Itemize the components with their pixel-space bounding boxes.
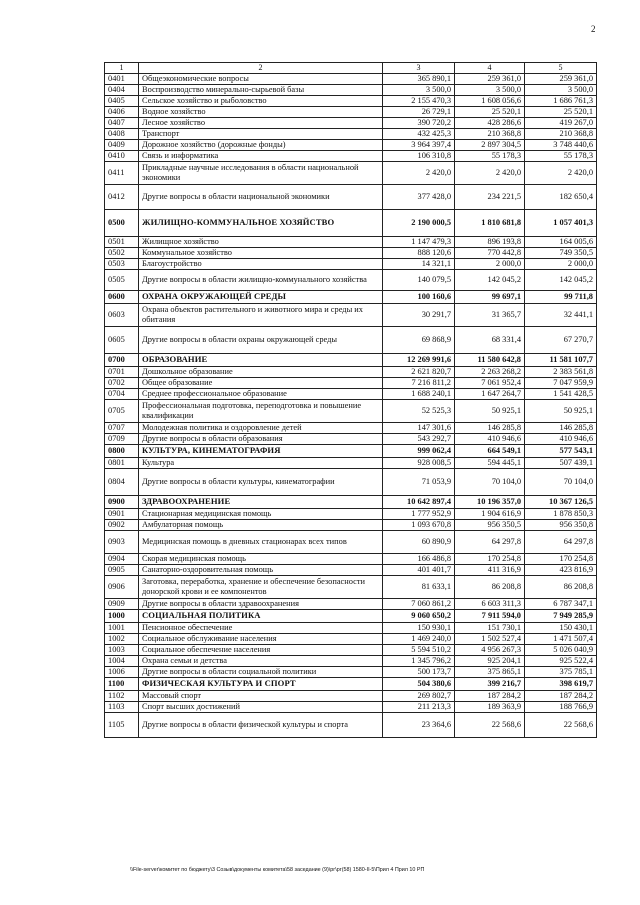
row-name-cell: Другие вопросы в области образования — [139, 433, 383, 444]
row-value-col3: 106 310,8 — [383, 150, 455, 161]
row-code-cell: 0700 — [105, 353, 139, 366]
row-value-col5: 182 650,4 — [525, 184, 597, 209]
row-value-col5: 3 500,0 — [525, 84, 597, 95]
row-value-col4: 68 331,4 — [455, 326, 525, 353]
table-row — [105, 622, 597, 633]
row-code-cell: 0902 — [105, 519, 139, 530]
row-value-col4: 50 925,1 — [455, 399, 525, 422]
row-code-cell: 1002 — [105, 633, 139, 644]
table-row — [105, 457, 597, 468]
table-section-row — [105, 444, 597, 457]
row-name-cell: Заготовка, переработка, хранение и обеспечение безопасности донорской крови и ее компонентов — [139, 575, 383, 598]
row-value-col3: 26 729,1 — [383, 106, 455, 117]
row-value-col4: 142 045,2 — [455, 269, 525, 290]
row-value-col3: 14 321,1 — [383, 258, 455, 269]
row-value-col4: 896 193,8 — [455, 236, 525, 247]
row-value-col3: 7 216 811,2 — [383, 377, 455, 388]
row-value-col3: 9 060 650,2 — [383, 609, 455, 622]
table-row — [105, 326, 597, 353]
row-name-cell: Транспорт — [139, 128, 383, 139]
row-value-col5: 577 543,1 — [525, 444, 597, 457]
table-row — [105, 399, 597, 422]
row-value-col5: 70 104,0 — [525, 468, 597, 495]
table-row — [105, 468, 597, 495]
row-code-cell: 0905 — [105, 564, 139, 575]
table-row — [105, 530, 597, 553]
table-header-row — [105, 63, 597, 74]
row-value-col4: 664 549,1 — [455, 444, 525, 457]
row-value-col4: 956 350,5 — [455, 519, 525, 530]
table-row — [105, 128, 597, 139]
row-name-cell: Медицинская помощь в дневных стационарах всех типов — [139, 530, 383, 553]
row-name-cell: Дорожное хозяйство (дорожные фонды) — [139, 139, 383, 150]
row-name-cell: ЖИЛИЩНО-КОММУНАЛЬНОЕ ХОЗЯЙСТВО — [139, 209, 383, 236]
row-code-cell: 1103 — [105, 701, 139, 712]
row-value-col4: 70 104,0 — [455, 468, 525, 495]
row-value-col5: 99 711,8 — [525, 290, 597, 303]
row-value-col4: 2 000,0 — [455, 258, 525, 269]
row-value-col3: 2 420,0 — [383, 161, 455, 184]
row-code-cell: 0409 — [105, 139, 139, 150]
row-value-col4: 1 608 056,6 — [455, 95, 525, 106]
row-code-cell: 0705 — [105, 399, 139, 422]
table-row — [105, 553, 597, 564]
row-value-col4: 11 580 642,8 — [455, 353, 525, 366]
table-row — [105, 388, 597, 399]
row-value-col4: 399 216,7 — [455, 677, 525, 690]
table-row — [105, 666, 597, 677]
row-value-col5: 925 522,4 — [525, 655, 597, 666]
row-value-col3: 269 802,7 — [383, 690, 455, 701]
row-value-col3: 81 633,1 — [383, 575, 455, 598]
row-value-col5: 1 541 428,5 — [525, 388, 597, 399]
row-name-cell: Лесное хозяйство — [139, 117, 383, 128]
row-value-col3: 390 720,2 — [383, 117, 455, 128]
row-value-col5: 55 178,3 — [525, 150, 597, 161]
row-name-cell: Санаторно-оздоровительная помощь — [139, 564, 383, 575]
table-row — [105, 598, 597, 609]
row-code-cell: 0505 — [105, 269, 139, 290]
header-cell-5: 5 — [525, 63, 597, 74]
row-value-col5: 375 785,1 — [525, 666, 597, 677]
row-value-col4: 410 946,6 — [455, 433, 525, 444]
row-value-col4: 1 647 264,7 — [455, 388, 525, 399]
row-name-cell: Коммунальное хозяйство — [139, 247, 383, 258]
row-value-col4: 6 603 311,3 — [455, 598, 525, 609]
table-row — [105, 655, 597, 666]
row-value-col5: 50 925,1 — [525, 399, 597, 422]
row-name-cell: Социальное обеспечение населения — [139, 644, 383, 655]
table-row — [105, 95, 597, 106]
row-name-cell: Охрана семьи и детства — [139, 655, 383, 666]
budget-table-body — [105, 63, 597, 738]
table-row — [105, 269, 597, 290]
row-value-col4: 10 196 357,0 — [455, 495, 525, 508]
row-value-col4: 187 284,2 — [455, 690, 525, 701]
row-value-col3: 7 060 861,2 — [383, 598, 455, 609]
row-code-cell: 0501 — [105, 236, 139, 247]
row-code-cell: 1001 — [105, 622, 139, 633]
row-value-col4: 375 865,1 — [455, 666, 525, 677]
row-value-col3: 543 292,7 — [383, 433, 455, 444]
budget-table — [104, 62, 597, 738]
row-code-cell: 0900 — [105, 495, 139, 508]
row-value-col5: 423 816,9 — [525, 564, 597, 575]
table-row — [105, 519, 597, 530]
row-code-cell: 0502 — [105, 247, 139, 258]
row-value-col4: 151 730,1 — [455, 622, 525, 633]
row-value-col4: 259 361,0 — [455, 73, 525, 84]
row-value-col3: 60 890,9 — [383, 530, 455, 553]
row-name-cell: ОБРАЗОВАНИЕ — [139, 353, 383, 366]
row-name-cell: Другие вопросы в области здравоохранения — [139, 598, 383, 609]
table-row — [105, 117, 597, 128]
row-value-col5: 32 441,1 — [525, 303, 597, 326]
row-value-col4: 3 500,0 — [455, 84, 525, 95]
row-value-col3: 147 301,6 — [383, 422, 455, 433]
row-value-col4: 22 568,6 — [455, 712, 525, 737]
row-value-col3: 1 469 240,0 — [383, 633, 455, 644]
row-value-col3: 12 269 991,6 — [383, 353, 455, 366]
row-name-cell: Охрана объектов растительного и животного мира и среды их обитания — [139, 303, 383, 326]
row-code-cell: 0405 — [105, 95, 139, 106]
row-value-col4: 2 263 268,2 — [455, 366, 525, 377]
row-value-col5: 259 361,0 — [525, 73, 597, 84]
row-value-col5: 1 686 761,3 — [525, 95, 597, 106]
row-code-cell: 0503 — [105, 258, 139, 269]
table-row — [105, 575, 597, 598]
row-value-col4: 189 363,9 — [455, 701, 525, 712]
row-value-col5: 398 619,7 — [525, 677, 597, 690]
table-section-row — [105, 609, 597, 622]
row-code-cell: 0407 — [105, 117, 139, 128]
row-name-cell: Другие вопросы в области культуры, кинематографии — [139, 468, 383, 495]
row-value-col5: 7 047 959,9 — [525, 377, 597, 388]
row-value-col3: 504 380,6 — [383, 677, 455, 690]
row-value-col5: 6 787 347,1 — [525, 598, 597, 609]
row-value-col5: 25 520,1 — [525, 106, 597, 117]
table-row — [105, 258, 597, 269]
row-value-col4: 64 297,8 — [455, 530, 525, 553]
row-code-cell: 0800 — [105, 444, 139, 457]
row-value-col5: 956 350,8 — [525, 519, 597, 530]
row-value-col4: 770 442,8 — [455, 247, 525, 258]
row-name-cell: Жилищное хозяйство — [139, 236, 383, 247]
row-code-cell: 0410 — [105, 150, 139, 161]
row-value-col3: 30 291,7 — [383, 303, 455, 326]
row-value-col5: 2 420,0 — [525, 161, 597, 184]
row-value-col4: 31 365,7 — [455, 303, 525, 326]
row-value-col4: 1 810 681,8 — [455, 209, 525, 236]
page-number: 2 — [591, 24, 596, 34]
row-value-col3: 2 621 820,7 — [383, 366, 455, 377]
row-value-col5: 150 430,1 — [525, 622, 597, 633]
row-value-col4: 7 911 594,0 — [455, 609, 525, 622]
row-value-col4: 25 520,1 — [455, 106, 525, 117]
table-row — [105, 377, 597, 388]
row-code-cell: 0603 — [105, 303, 139, 326]
row-value-col4: 234 221,5 — [455, 184, 525, 209]
table-row — [105, 690, 597, 701]
row-value-col5: 164 005,6 — [525, 236, 597, 247]
row-value-col5: 1 471 507,4 — [525, 633, 597, 644]
row-value-col5: 210 368,8 — [525, 128, 597, 139]
table-row — [105, 508, 597, 519]
row-value-col3: 928 008,5 — [383, 457, 455, 468]
table-row — [105, 247, 597, 258]
table-row — [105, 236, 597, 247]
row-value-col5: 22 568,6 — [525, 712, 597, 737]
row-value-col3: 71 053,9 — [383, 468, 455, 495]
row-code-cell: 0906 — [105, 575, 139, 598]
row-code-cell: 0901 — [105, 508, 139, 519]
row-code-cell: 1003 — [105, 644, 139, 655]
row-value-col5: 86 208,8 — [525, 575, 597, 598]
row-code-cell: 0709 — [105, 433, 139, 444]
row-value-col3: 5 594 510,2 — [383, 644, 455, 655]
row-name-cell: Другие вопросы в области жилищно-коммунального хозяйства — [139, 269, 383, 290]
header-cell-4: 4 — [455, 63, 525, 74]
row-value-col5: 146 285,8 — [525, 422, 597, 433]
row-value-col3: 888 120,6 — [383, 247, 455, 258]
row-value-col4: 1 904 616,9 — [455, 508, 525, 519]
row-code-cell: 1100 — [105, 677, 139, 690]
row-name-cell: Скорая медицинская помощь — [139, 553, 383, 564]
row-value-col4: 146 285,8 — [455, 422, 525, 433]
table-row — [105, 161, 597, 184]
row-name-cell: Другие вопросы в области социальной политики — [139, 666, 383, 677]
row-code-cell: 0701 — [105, 366, 139, 377]
row-value-col5: 187 284,2 — [525, 690, 597, 701]
row-value-col3: 1 777 952,9 — [383, 508, 455, 519]
row-value-col3: 365 890,1 — [383, 73, 455, 84]
row-code-cell: 0904 — [105, 553, 139, 564]
row-value-col3: 1 147 479,3 — [383, 236, 455, 247]
row-name-cell: Молодежная политика и оздоровление детей — [139, 422, 383, 433]
row-value-col3: 52 525,3 — [383, 399, 455, 422]
row-code-cell: 0903 — [105, 530, 139, 553]
row-name-cell: Спорт высших достижений — [139, 701, 383, 712]
row-value-col3: 1 093 670,8 — [383, 519, 455, 530]
row-value-col5: 5 026 040,9 — [525, 644, 597, 655]
table-row — [105, 106, 597, 117]
row-value-col5: 749 350,5 — [525, 247, 597, 258]
row-value-col4: 86 208,8 — [455, 575, 525, 598]
row-value-col4: 428 286,6 — [455, 117, 525, 128]
row-code-cell: 0704 — [105, 388, 139, 399]
row-value-col3: 377 428,0 — [383, 184, 455, 209]
row-value-col5: 188 766,9 — [525, 701, 597, 712]
row-value-col4: 411 316,9 — [455, 564, 525, 575]
row-name-cell: Другие вопросы в области физической культуры и спорта — [139, 712, 383, 737]
row-value-col3: 69 868,9 — [383, 326, 455, 353]
table-row — [105, 644, 597, 655]
row-name-cell: Амбулаторная помощь — [139, 519, 383, 530]
row-name-cell: ОХРАНА ОКРУЖАЮЩЕЙ СРЕДЫ — [139, 290, 383, 303]
row-value-col3: 23 364,6 — [383, 712, 455, 737]
row-code-cell: 0406 — [105, 106, 139, 117]
row-code-cell: 0500 — [105, 209, 139, 236]
table-row — [105, 139, 597, 150]
header-cell-3: 3 — [383, 63, 455, 74]
table-section-row — [105, 495, 597, 508]
row-code-cell: 0412 — [105, 184, 139, 209]
row-name-cell: Сельское хозяйство и рыболовство — [139, 95, 383, 106]
row-code-cell: 0605 — [105, 326, 139, 353]
row-name-cell: Дошкольное образование — [139, 366, 383, 377]
row-value-col3: 3 964 397,4 — [383, 139, 455, 150]
table-row — [105, 433, 597, 444]
row-value-col3: 2 190 000,5 — [383, 209, 455, 236]
row-value-col3: 1 345 796,2 — [383, 655, 455, 666]
table-row — [105, 84, 597, 95]
row-value-col3: 10 642 897,4 — [383, 495, 455, 508]
row-value-col3: 500 173,7 — [383, 666, 455, 677]
row-code-cell: 1000 — [105, 609, 139, 622]
row-name-cell: Стационарная медицинская помощь — [139, 508, 383, 519]
row-code-cell: 0401 — [105, 73, 139, 84]
row-value-col4: 99 697,1 — [455, 290, 525, 303]
row-name-cell: ЗДРАВООХРАНЕНИЕ — [139, 495, 383, 508]
row-value-col4: 594 445,1 — [455, 457, 525, 468]
row-code-cell: 1006 — [105, 666, 139, 677]
table-row — [105, 633, 597, 644]
row-name-cell: Прикладные научные исследования в области национальной экономики — [139, 161, 383, 184]
table-row — [105, 150, 597, 161]
table-row — [105, 184, 597, 209]
row-value-col5: 410 946,6 — [525, 433, 597, 444]
row-code-cell: 1102 — [105, 690, 139, 701]
row-value-col4: 170 254,8 — [455, 553, 525, 564]
row-value-col3: 150 930,1 — [383, 622, 455, 633]
table-row — [105, 422, 597, 433]
row-value-col5: 1 878 850,3 — [525, 508, 597, 519]
row-value-col5: 142 045,2 — [525, 269, 597, 290]
row-code-cell: 1105 — [105, 712, 139, 737]
row-code-cell: 0909 — [105, 598, 139, 609]
row-value-col4: 55 178,3 — [455, 150, 525, 161]
table-row — [105, 366, 597, 377]
row-value-col5: 64 297,8 — [525, 530, 597, 553]
row-code-cell: 0801 — [105, 457, 139, 468]
row-code-cell: 0600 — [105, 290, 139, 303]
row-value-col5: 1 057 401,3 — [525, 209, 597, 236]
row-value-col3: 3 500,0 — [383, 84, 455, 95]
row-value-col5: 507 439,1 — [525, 457, 597, 468]
row-value-col4: 2 897 304,5 — [455, 139, 525, 150]
row-value-col3: 211 213,3 — [383, 701, 455, 712]
row-name-cell: Культура — [139, 457, 383, 468]
row-name-cell: ФИЗИЧЕСКАЯ КУЛЬТУРА И СПОРТ — [139, 677, 383, 690]
header-cell-2: 2 — [139, 63, 383, 74]
row-value-col3: 2 155 470,3 — [383, 95, 455, 106]
row-name-cell: Другие вопросы в области охраны окружающей среды — [139, 326, 383, 353]
row-code-cell: 0702 — [105, 377, 139, 388]
row-value-col5: 67 270,7 — [525, 326, 597, 353]
row-value-col3: 999 062,4 — [383, 444, 455, 457]
row-name-cell: Профессиональная подготовка, переподготовка и повышение квалификации — [139, 399, 383, 422]
table-row — [105, 712, 597, 737]
row-value-col4: 925 204,1 — [455, 655, 525, 666]
header-cell-1: 1 — [105, 63, 139, 74]
row-name-cell: Пенсионное обеспечение — [139, 622, 383, 633]
row-name-cell: Другие вопросы в области национальной экономики — [139, 184, 383, 209]
row-name-cell: КУЛЬТУРА, КИНЕМАТОГРАФИЯ — [139, 444, 383, 457]
row-value-col5: 170 254,8 — [525, 553, 597, 564]
row-value-col5: 7 949 285,9 — [525, 609, 597, 622]
row-value-col5: 11 581 107,7 — [525, 353, 597, 366]
row-value-col4: 210 368,8 — [455, 128, 525, 139]
row-name-cell: Водное хозяйство — [139, 106, 383, 117]
row-code-cell: 0404 — [105, 84, 139, 95]
row-name-cell: Массовый спорт — [139, 690, 383, 701]
table-row — [105, 701, 597, 712]
row-value-col3: 166 486,8 — [383, 553, 455, 564]
row-code-cell: 0707 — [105, 422, 139, 433]
table-row — [105, 73, 597, 84]
row-code-cell: 0804 — [105, 468, 139, 495]
row-value-col3: 432 425,3 — [383, 128, 455, 139]
row-name-cell: Общее образование — [139, 377, 383, 388]
table-row — [105, 564, 597, 575]
row-code-cell: 1004 — [105, 655, 139, 666]
table-section-row — [105, 290, 597, 303]
row-name-cell: Воспроизводство минерально-сырьевой базы — [139, 84, 383, 95]
row-value-col5: 3 748 440,6 — [525, 139, 597, 150]
row-value-col4: 7 061 952,4 — [455, 377, 525, 388]
row-name-cell: СОЦИАЛЬНАЯ ПОЛИТИКА — [139, 609, 383, 622]
row-name-cell: Благоустройство — [139, 258, 383, 269]
row-value-col4: 4 956 267,3 — [455, 644, 525, 655]
row-name-cell: Среднее профессиональное образование — [139, 388, 383, 399]
row-value-col5: 10 367 126,5 — [525, 495, 597, 508]
row-name-cell: Социальное обслуживание населения — [139, 633, 383, 644]
row-value-col5: 419 267,0 — [525, 117, 597, 128]
table-section-row — [105, 677, 597, 690]
row-value-col3: 100 160,6 — [383, 290, 455, 303]
row-value-col5: 2 000,0 — [525, 258, 597, 269]
row-code-cell: 0408 — [105, 128, 139, 139]
table-row — [105, 303, 597, 326]
table-section-row — [105, 353, 597, 366]
footer-file-path: \\File-server\комитет по бюджету\3 Созыв\документы комитета\58 заседание (9)\рг\рг(58) 1580-II-5\Прил 4 Прил 10 РП — [130, 867, 425, 873]
row-value-col4: 2 420,0 — [455, 161, 525, 184]
row-name-cell: Общеэкономические вопросы — [139, 73, 383, 84]
row-value-col3: 401 401,7 — [383, 564, 455, 575]
table-section-row — [105, 209, 597, 236]
row-value-col4: 1 502 527,4 — [455, 633, 525, 644]
row-value-col3: 1 688 240,1 — [383, 388, 455, 399]
row-name-cell: Связь и информатика — [139, 150, 383, 161]
row-value-col5: 2 383 561,8 — [525, 366, 597, 377]
row-value-col3: 140 079,5 — [383, 269, 455, 290]
row-code-cell: 0411 — [105, 161, 139, 184]
